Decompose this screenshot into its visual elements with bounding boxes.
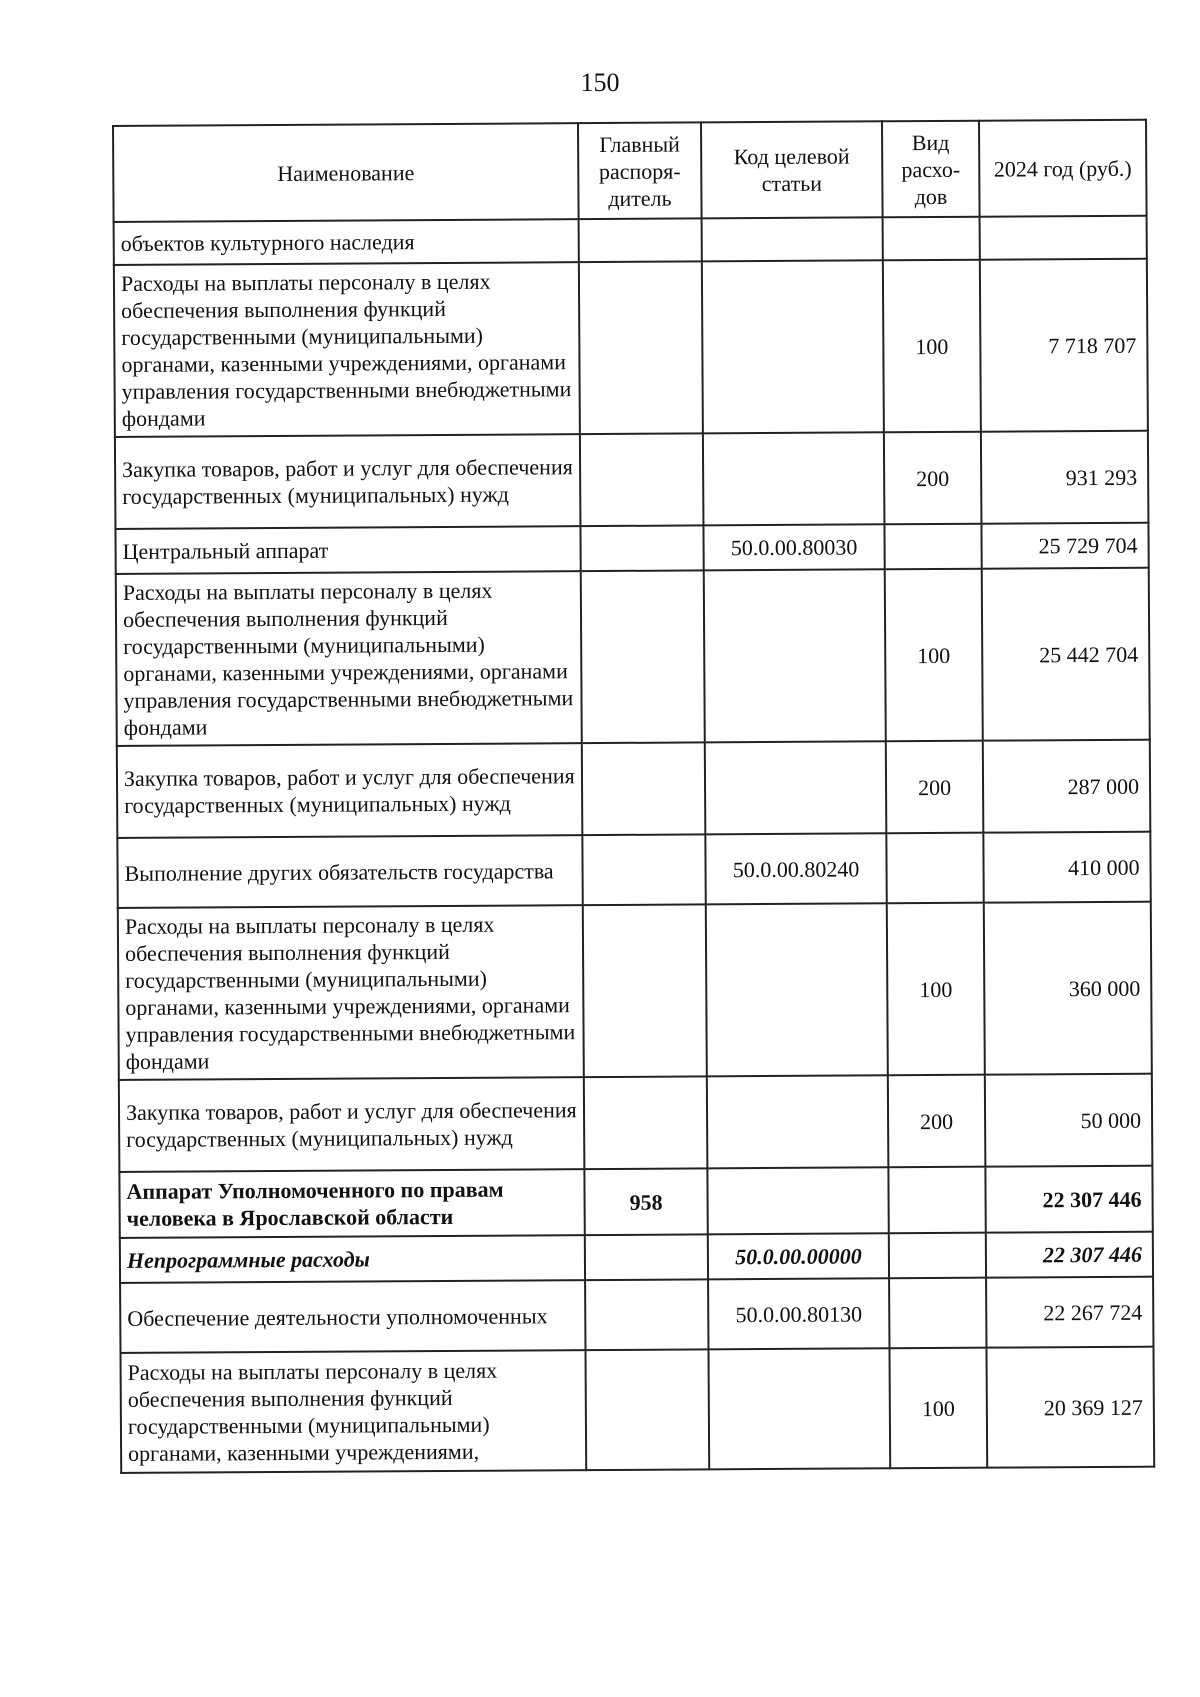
header-sum: 2024 год (руб.) (979, 120, 1147, 217)
table-row (120, 1277, 1153, 1353)
table-row (117, 832, 1150, 908)
row-sum: 20 369 127 (986, 1347, 1154, 1468)
row-vid: 100 (887, 903, 985, 1076)
table-row (118, 902, 1152, 1080)
row-vid (889, 1233, 986, 1279)
table-row (116, 568, 1150, 746)
row-grbs (581, 570, 705, 743)
table-row (119, 1166, 1152, 1238)
row-vid: 100 (883, 260, 981, 433)
row-grbs (582, 742, 706, 835)
row-sum: 931 293 (981, 431, 1149, 524)
row-name: Закупка товаров, работ и услуг для обеспечения государственных (муниципальных) нужд (117, 743, 583, 838)
row-code (707, 1167, 888, 1234)
row-name: Расходы на выплаты персоналу в целях обеспечения выполнения функций государственными (муниципальными) органами, казенными учреждениями, органами управления государственными внебюджетными фондами (118, 905, 584, 1080)
row-grbs (585, 1279, 708, 1350)
table-header-row (113, 120, 1147, 222)
row-vid: 100 (885, 569, 983, 742)
page-number: 150 (580, 68, 620, 97)
row-vid: 200 (886, 741, 984, 834)
row-sum: 22 267 724 (986, 1277, 1153, 1348)
row-grbs (584, 1076, 708, 1169)
row-sum: 22 307 446 (985, 1166, 1152, 1233)
row-name: Выполнение других обязательств государства (117, 835, 582, 908)
row-code (702, 260, 884, 433)
row-name: Расходы на выплаты персоналу в целях обеспечения выполнения функций государственными (муниципальными) органами, казенными учреждениями, органами управления государственными внебюджетными фондами (116, 571, 582, 746)
row-code (708, 1348, 890, 1469)
table-row (114, 216, 1147, 265)
row-grbs (583, 904, 707, 1077)
row-code (706, 903, 888, 1076)
table-row (114, 259, 1148, 437)
row-code (704, 569, 886, 742)
row-vid: 100 (889, 1348, 987, 1469)
row-sum: 50 000 (985, 1074, 1153, 1167)
row-name: Аппарат Уполномоченного по правам человека в Ярославской области (119, 1169, 584, 1238)
row-code: 50.0.00.00000 (708, 1233, 889, 1279)
row-sum: 25 442 704 (982, 568, 1150, 741)
row-name: объектов культурного наследия (114, 219, 579, 265)
header-code: Код целевой статьи (701, 121, 883, 218)
row-sum: 22 307 446 (986, 1232, 1153, 1278)
table-row (115, 523, 1148, 574)
row-vid (884, 524, 981, 570)
table-row (119, 1074, 1153, 1172)
row-grbs (582, 834, 705, 905)
header-name: Наименование (113, 123, 579, 222)
row-sum: 25 729 704 (981, 523, 1148, 569)
row-code: 50.0.00.80240 (705, 833, 886, 904)
row-code: 50.0.00.80130 (708, 1278, 889, 1349)
table-row (120, 1232, 1153, 1283)
row-name: Расходы на выплаты персоналу в целях обеспечения выполнения функций государственными (муниципальными) органами, казенными учреждениями, органами управления государственными внебюджетными фондами (114, 262, 580, 437)
row-code (707, 1075, 889, 1168)
row-code (702, 217, 883, 261)
row-grbs (585, 1349, 709, 1470)
header-grbs: Главный распоря-дитель (578, 122, 702, 219)
table-row (115, 431, 1149, 529)
row-name: Расходы на выплаты персоналу в целях обеспечения выполнения функций государственными (муниципальными) органами, казенными учреждениями, (121, 1350, 587, 1473)
row-code (705, 741, 887, 834)
row-vid: 200 (888, 1075, 986, 1168)
row-grbs (585, 1234, 708, 1280)
table-row (117, 740, 1151, 838)
row-name: Закупка товаров, работ и услуг для обеспечения государственных (муниципальных) нужд (119, 1077, 585, 1172)
budget-table (112, 119, 1155, 1474)
row-vid (886, 833, 983, 904)
row-grbs: 958 (584, 1168, 707, 1235)
row-name: Обеспечение деятельности уполномоченных (120, 1280, 585, 1353)
row-grbs (579, 218, 702, 262)
row-code: 50.0.00.80030 (703, 524, 884, 570)
row-vid (889, 1278, 986, 1349)
row-grbs (580, 525, 703, 571)
row-vid (883, 217, 980, 261)
row-sum: 410 000 (983, 832, 1150, 903)
table-row (121, 1347, 1155, 1473)
row-grbs (579, 261, 703, 434)
row-sum (980, 216, 1147, 260)
row-name: Центральный аппарат (115, 526, 580, 574)
row-grbs (580, 433, 704, 526)
row-sum: 287 000 (983, 740, 1151, 833)
row-name: Непрограммные расходы (120, 1235, 585, 1283)
row-vid (888, 1167, 985, 1234)
header-vid: Вид расхо-дов (882, 121, 980, 218)
row-sum: 7 718 707 (980, 259, 1148, 432)
row-sum: 360 000 (984, 902, 1152, 1075)
row-vid: 200 (884, 432, 982, 525)
row-code (703, 432, 885, 525)
row-name: Закупка товаров, работ и услуг для обеспечения государственных (муниципальных) нужд (115, 434, 581, 529)
